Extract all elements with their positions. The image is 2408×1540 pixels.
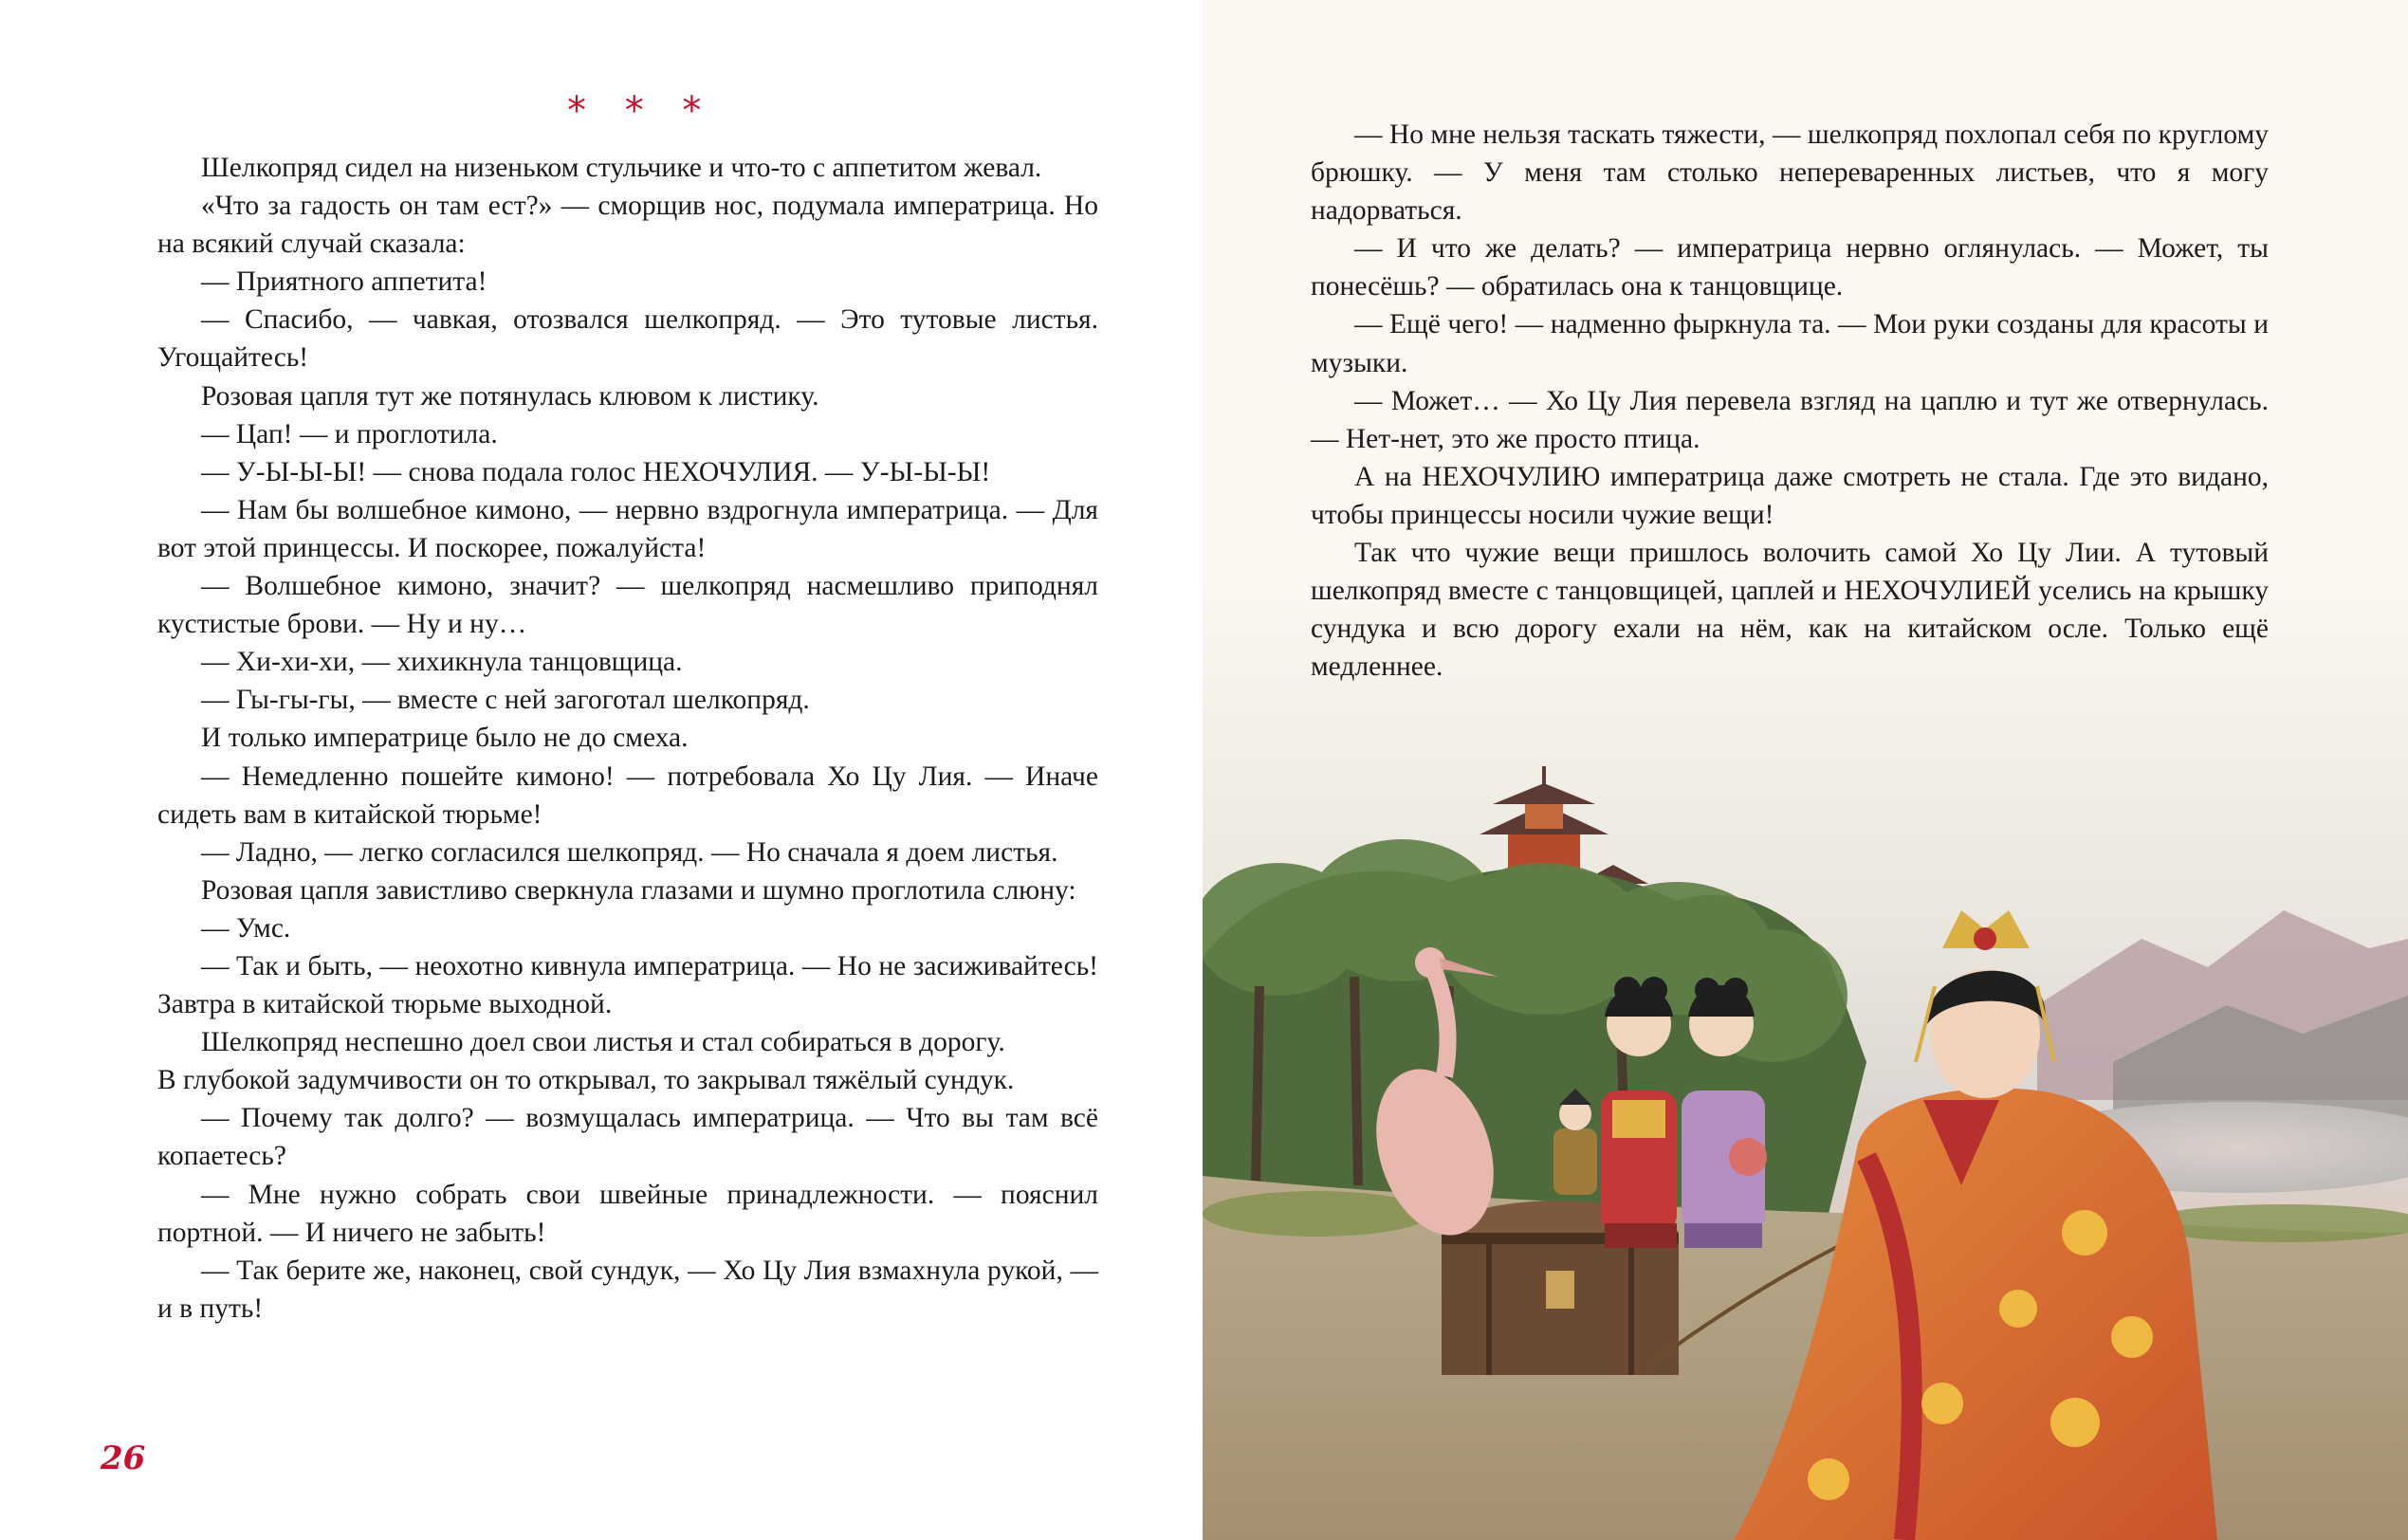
right-paragraph: — Может… — Хо Цу Лия перевела взгляд на цаплю и тут же отвернулась. — Нет-нет, это же просто птица. (1311, 385, 2269, 454)
left-paragraph: — Приятного аппетита! (201, 266, 487, 298)
left-paragraph: — Так берите же, наконец, свой сундук, — Хо Цу Лия взмахнула рукой, — и в путь! (157, 1255, 1098, 1324)
left-paragraph: — Почему так долго? — возмущалась императрица. — Что вы там всё копаетесь? (157, 1103, 1098, 1172)
left-paragraph: — Цап! — и проглотила. (201, 418, 498, 449)
left-paragraph: — Хи-хи-хи, — хихикнула танцовщица. (201, 647, 683, 678)
right-page (1203, 0, 2408, 1540)
right-paragraph: Так что чужие вещи пришлось волочить самой Хо Цу Лии. А тутовый шелкопряд вместе с танцовщицей, цаплей и НЕХОЧУЛИЕЙ уселись на крышку сундука и всю дорогу ехали на нём, как на китайском осле. Только ещё медленнее. (1311, 538, 2269, 683)
left-paragraph: «Что за гадость он там ест?» — сморщив нос, подумала императрица. Но на всякий случай сказала: (157, 191, 1098, 260)
left-page (0, 0, 1203, 1540)
left-paragraph: Розовая цапля завистливо сверкнула глазами и шумно проглотила слюну: (201, 874, 1076, 906)
left-paragraph: — Немедленно пошейте кимоно! — потребовала Хо Цу Лия. — Иначе сидеть вам в китайской тюрьме! (157, 761, 1098, 830)
left-paragraph: — Спасибо, — чавкая, отозвался шелкопряд. — Это тутовые листья. Угощайтесь! (157, 304, 1098, 374)
left-column-text (157, 149, 1098, 1328)
left-paragraph: — Гы-гы-гы, — вместе с ней загоготал шелкопряд. (201, 685, 810, 716)
page-number: 26 (101, 1439, 146, 1477)
left-paragraph: — Так и быть, — неохотно кивнула императрица. — Но не засиживайтесь! Завтра в китайской тюрьме выходной. (157, 950, 1098, 1020)
right-paragraph: А на НЕХОЧУЛИЮ императрица даже смотреть не стала. Где это видано, чтобы принцессы носили чужие вещи! (1311, 461, 2269, 530)
left-paragraph: И только императрице было не до смеха. (201, 723, 689, 754)
left-paragraph: — Волшебное кимоно, значит? — шелкопряд насмешливо приподнял кустистые брови. — Ну и ну… (157, 571, 1098, 640)
left-paragraph: — Ладно, — легко согласился шелкопряд. — Но сначала я доем листья. (201, 836, 1058, 868)
tailor-figure (1553, 1089, 1597, 1195)
left-paragraph: — У-Ы-Ы-Ы! — снова подала голос НЕХОЧУЛИЯ. — У-Ы-Ы-Ы! (201, 456, 991, 487)
left-paragraph: — Нам бы волшебное кимоно, — нервно вздрогнула императрица. — Для вот этой принцессы. И поскорее, пожалуйста! (157, 494, 1098, 563)
left-paragraph: — Умс. (201, 912, 291, 944)
left-paragraph: — Мне нужно собрать свои швейные принадлежности. — пояснил портной. — И ничего не забыть! (157, 1179, 1098, 1248)
right-column-text (1311, 116, 2269, 686)
left-paragraph: В глубокой задумчивости он то открывал, то закрывал тяжёлый сундук. (157, 1065, 1015, 1096)
left-paragraph: Шелкопряд сидел на низеньком стульчике и что-то с аппетитом жевал. (201, 153, 1042, 183)
ornament-stars: * * * (567, 89, 715, 133)
dancer-red (1601, 977, 1677, 1248)
left-paragraph: Розовая цапля тут же потянулась клювом к листику. (201, 380, 819, 412)
right-paragraph: — Но мне нельзя таскать тяжести, — шелкопряд похлопал себя по круглому брюшку. — У меня там столько непереваренных листьев, что я могу надорваться. (1311, 119, 2269, 227)
right-paragraph: — Ещё чего! — надменно фыркнула та. — Мои руки созданы для красоты и музыки. (1311, 309, 2269, 378)
left-paragraph: Шелкопряд неспешно доел свои листья и стал собираться в дорогу. (201, 1027, 1005, 1058)
right-paragraph: — И что же делать? — императрица нервно оглянулась. — Может, ты понесёшь? — обратилась она к танцовщице. (1311, 233, 2269, 302)
